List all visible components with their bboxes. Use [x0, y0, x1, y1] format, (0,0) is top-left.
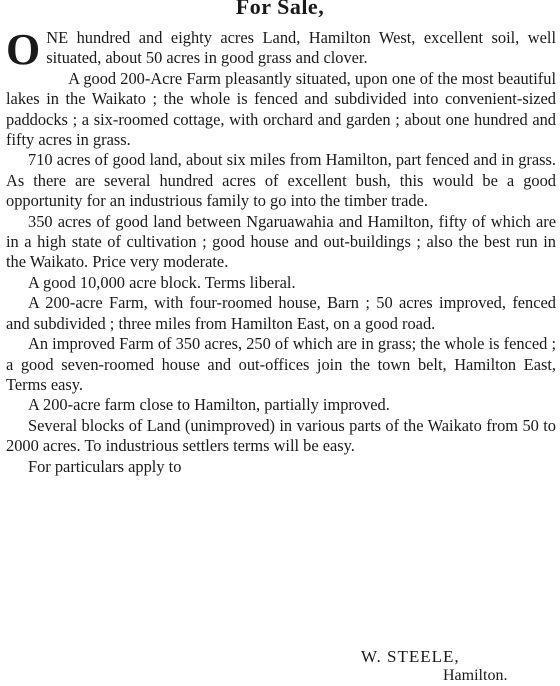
ad-paragraph-8: A 200-acre farm close to Hamilton, partially improved.: [28, 395, 390, 415]
ad-paragraph-6: A 200-acre Farm, with four-roomed house, Barn ; 50 acres improved, fenced and subdivided ; three miles from Hamilton East, on a good road.: [6, 293, 556, 333]
ad-paragraph-2: A good 200-Acre Farm pleasantly situated, upon one of the most beautiful lakes in the Waikato ; the whole is fenced and subdivided into convenient-sized paddocks ; a six-roomed cottage, with orchard and garden ; about one hundred and fifty acres in grass.: [6, 68, 556, 150]
drop-cap: O: [6, 25, 41, 74]
ad-paragraph-9: Several blocks of Land (unimproved) in various parts of the Waikato from 50 to 2000 acres. To industrious settlers terms will be easy.: [6, 415, 556, 456]
ad-paragraph-1-text: NE hundred and eighty acres Land, Hamilton West, excellent soil, well situated, about 50 acres in good grass and clover.: [46, 28, 556, 68]
signature-name: W. STEELE,: [361, 647, 460, 666]
ad-paragraph-3: 710 acres of good land, about six miles from Hamilton, part fenced and in grass. As there are several hundred acres of excellent bush, this would be a good opportunity for an industrious family to go into the timber trade.: [6, 150, 556, 211]
signature-place: Hamilton.: [443, 667, 508, 684]
ad-paragraph-5: A good 10,000 acre block. Terms liberal.: [28, 272, 296, 292]
ad-paragraph-1: [6, 25, 556, 74]
ad-paragraph-10: For particulars apply to: [28, 456, 182, 476]
ad-paragraph-7: An improved Farm of 350 acres, 250 of which are in grass; the whole is fenced ; a good seven-roomed house and out-offices join the town belt, Hamilton East, Terms easy.: [6, 334, 556, 394]
ad-paragraph-4: 350 acres of good land between Ngaruawahia and Hamilton, fifty of which are in a high state of cultivation ; good house and out-buildings ; also the best run in the Waikato. Price very moderate.: [6, 211, 556, 272]
ad-title: For Sale,: [235, 0, 325, 19]
ad-body: [6, 25, 556, 477]
